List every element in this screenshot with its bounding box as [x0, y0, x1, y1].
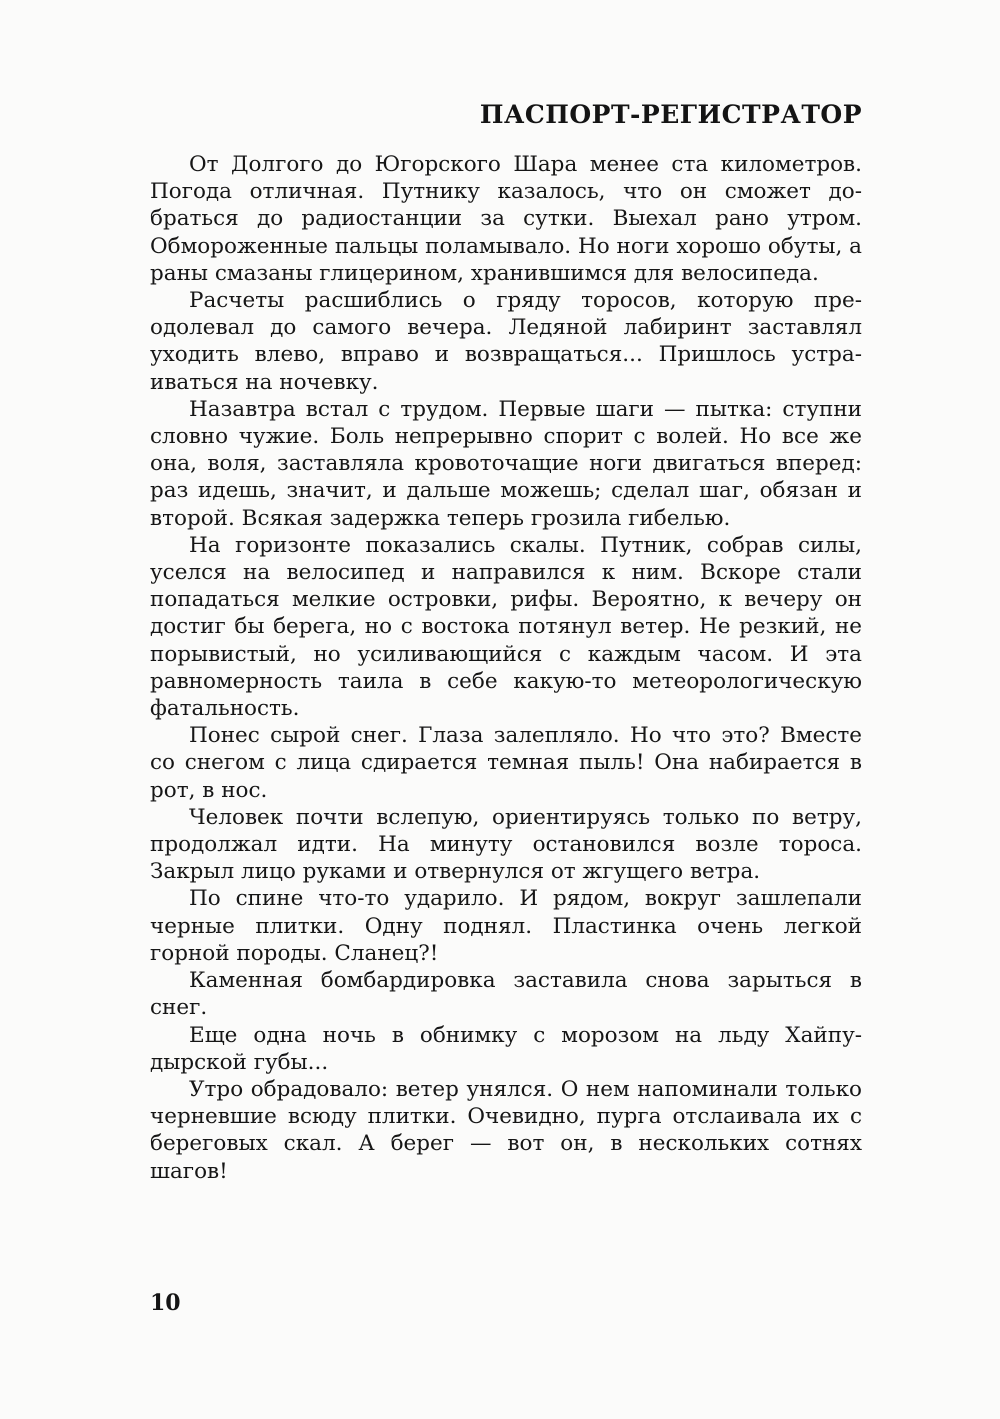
- paragraph: На горизонте показались скалы. Путник, собрав силы, уселся на велосипед и направился к ним. Вскоре стали попадаться мелкие островки, рифы. Вероятно, к вечеру он достиг бы берега, но с востока потянул ветер. Не резкий, не порывистый, но усиливающийся с каждым часом. И эта равномерность таила в себе какую-то метеорологическую фатальность.: [150, 532, 862, 722]
- body-text: [150, 151, 862, 1185]
- page-number: 10: [150, 1290, 181, 1316]
- paragraph: Утро обрадовало: ветер унялся. О нем напоминали только черневшие всюду плитки. Очевидно, пурга отслаивала их с береговых скал. А берег — вот он, в нескольких сотнях шагов!: [150, 1076, 862, 1184]
- paragraph: По спине что-то ударило. И рядом, вокруг зашлепали черные плитки. Одну поднял. Пластинка очень легкой горной породы. Сланец?!: [150, 886, 862, 966]
- chapter-title: ПАСПОРТ-РЕГИСТРАТОР: [479, 100, 862, 129]
- paragraph: Человек почти вслепую, ориентируясь только по ветру, продолжал идти. На минуту остановился возле тороса. Закрыл лицо руками и отвернулся от жгущего ветра.: [150, 804, 862, 885]
- paragraph: Еще одна ночь в обнимку с морозом на льду Хайпудырской губы...: [150, 1022, 862, 1075]
- paragraph: Расчеты расшиблись о гряду торосов, которую преодолевал до самого вечера. Ледяной лабиринт заставлял уходить влево, вправо и возвращаться... Пришлось устраиваться на ночевку.: [150, 288, 862, 395]
- paragraph: Понес сырой снег. Глаза залепляло. Но что это? Вместе со снегом с лица сдирается темная пыль! Она набирается в рот, в нос.: [150, 723, 862, 803]
- paragraph: От Долгого до Югорского Шара менее ста километров. Погода отличная. Путнику казалось, что он сможет добраться до радиостанции за сутки. Выехал рано утром. Обмороженные пальцы поламывало. Но ноги хорошо обуты, а раны смазаны глицерином, хранившимся для велосипеда.: [150, 152, 862, 286]
- paragraph: Назавтра встал с трудом. Первые шаги — пытка: ступни словно чужие. Боль непрерывно спорит с волей. Но все же она, воля, заставляла кровоточащие ноги двигаться вперед: раз идешь, значит, и дальше можешь; сделал шаг, обязан и второй. Всякая задержка теперь грозила гибелью.: [150, 396, 862, 531]
- paragraph: Каменная бомбардировка заставила снова зарыться в снег.: [150, 968, 862, 1021]
